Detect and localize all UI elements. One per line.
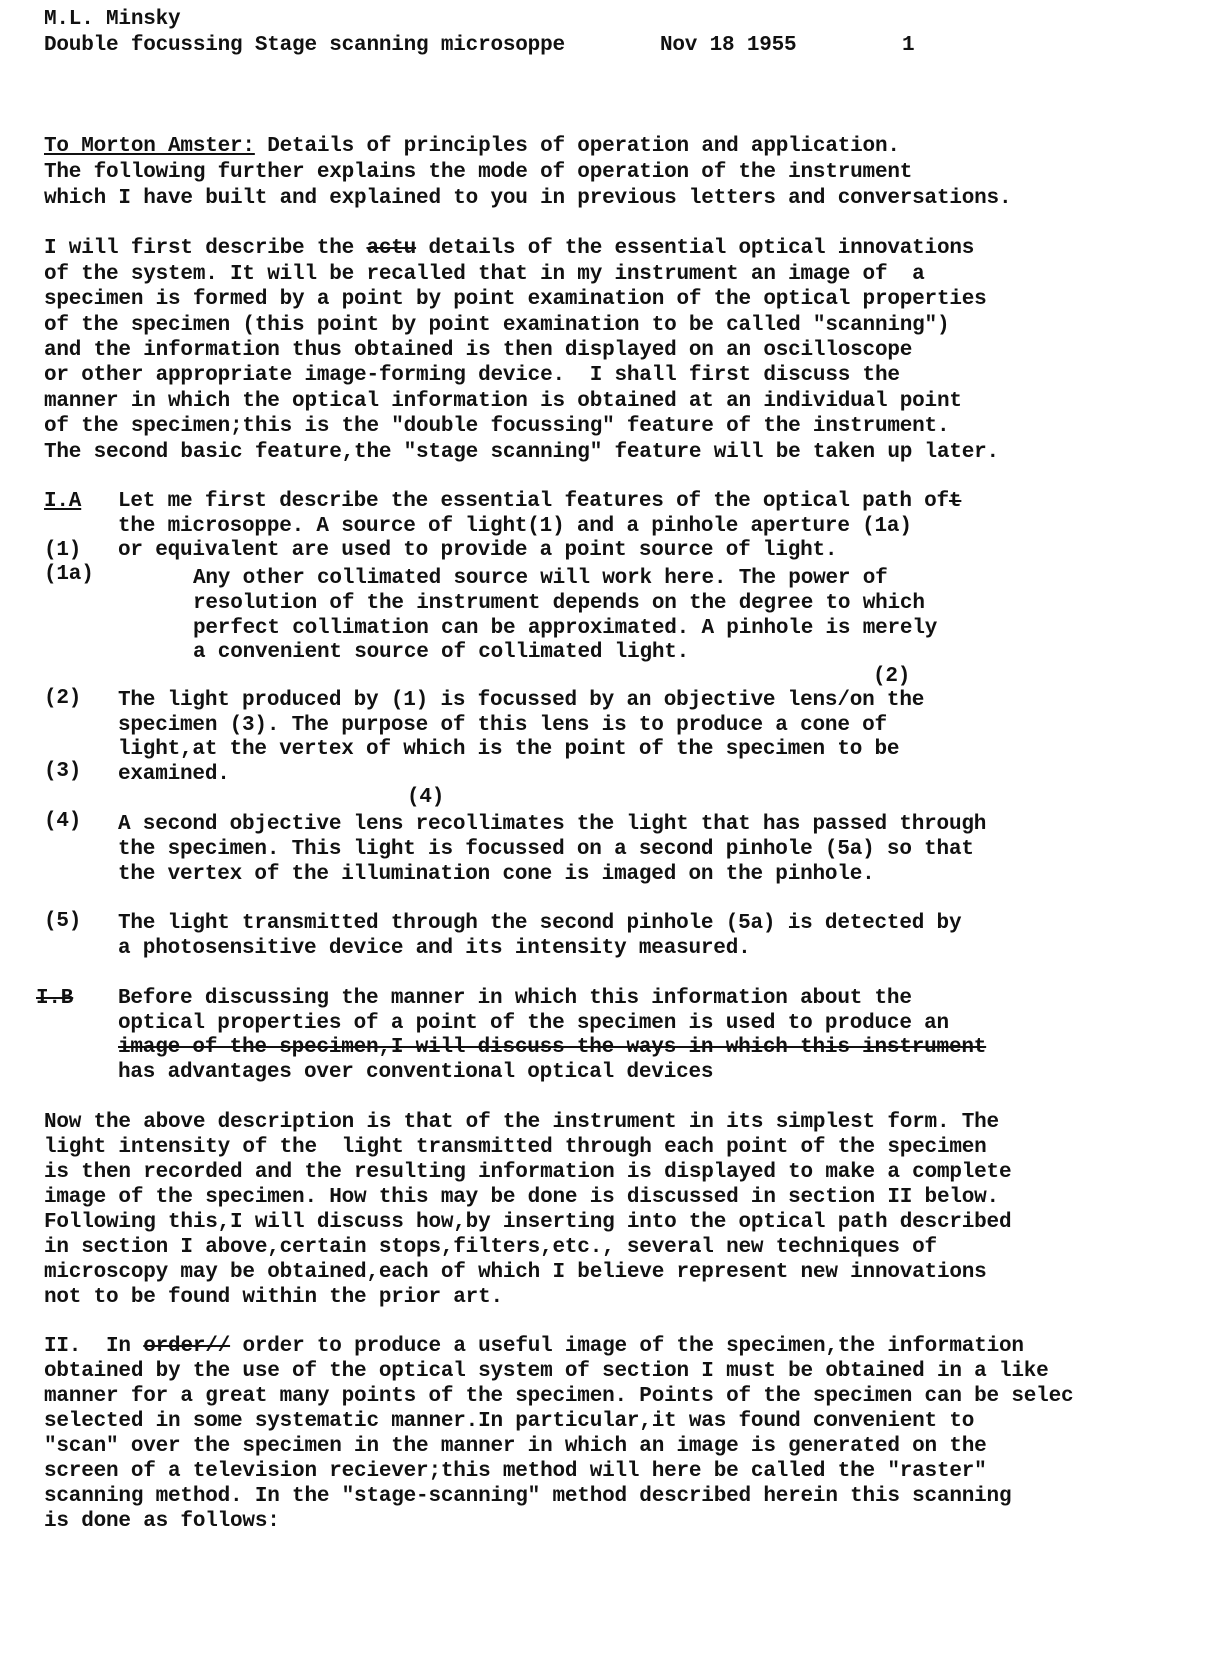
para1-line-1	[44, 236, 974, 262]
para1-line-3: specimen is formed by a point by point examination of the optical properties	[44, 288, 987, 311]
struck-word: order//	[143, 1335, 231, 1358]
item2-marker: (2)	[44, 687, 82, 710]
section-ii-line-6: screen of a television reciever;this method will here be called the "raster"	[44, 1460, 987, 1483]
section-ib-line-2: optical properties of a point of the specimen is used to produce an	[118, 1012, 949, 1035]
note-line-3: perfect collimation can be approximated. A pinhole is merely	[193, 617, 938, 640]
section-ia-line-1-text: Let me first describe the essential features of the optical path of	[118, 490, 949, 513]
item4-insertion-mark: (4)	[407, 786, 445, 809]
section-ib-label: I.B	[36, 987, 74, 1010]
intro-line-3: which I have built and explained to you in previous letters and conversations.	[44, 187, 1012, 210]
section-ii-line-1	[44, 1334, 1024, 1360]
para2-line-6: in section I above,certain stops,filters,etc., several new techniques of	[44, 1236, 937, 1259]
para1-line-8: of the specimen;this is the "double focussing" feature of the instrument.	[44, 415, 950, 438]
item5-line-2: a photosensitive device and its intensity measured.	[118, 937, 751, 960]
item4-line-3: the vertex of the illumination cone is imaged on the pinhole.	[118, 863, 875, 886]
section-ia-label: I.A	[44, 490, 82, 513]
section-ii-line-2: obtained by the use of the optical system of section I must be obtained in a like	[44, 1360, 1049, 1383]
struck-word: actu	[366, 237, 417, 260]
para2-line-8: not to be found within the prior art.	[44, 1286, 503, 1309]
para1-line-4: of the specimen (this point by point examination to be called "scanning")	[44, 314, 950, 337]
margin-marker-1: (1)	[44, 539, 82, 562]
margin-marker-1a: (1a)	[44, 563, 94, 586]
item5-marker: (5)	[44, 910, 82, 933]
struck-letter: t	[948, 490, 962, 513]
para2-line-2: light intensity of the light transmitted through each point of the specimen	[44, 1136, 987, 1159]
section-ib-line-1: Before discussing the manner in which this information about the	[118, 987, 912, 1010]
section-ii-line-3: manner for a great many points of the specimen. Points of the specimen can be selec	[44, 1385, 1074, 1408]
section-ia-line-1	[118, 489, 961, 515]
item5-line-1: The light transmitted through the second pinhole (5a) is detected by	[118, 912, 962, 935]
intro-line-1-rest: Details of principles of operation and application.	[254, 135, 900, 158]
para1-line-6: or other appropriate image-forming device. I shall first discuss the	[44, 364, 900, 387]
addressee: To Morton Amster:	[44, 135, 255, 158]
document-title: Double focussing Stage scanning microsoppe	[44, 34, 565, 57]
para2-line-7: microscopy may be obtained,each of which I believe represent new innovations	[44, 1261, 987, 1284]
section-ii-line-1-a: In	[106, 1335, 144, 1358]
section-ii-line-7: scanning method. In the "stage-scanning" method described herein this scanning	[44, 1485, 1012, 1508]
item3-marker: (3)	[44, 760, 82, 783]
author-line: M.L. Minsky	[44, 8, 181, 31]
note-line-2: resolution of the instrument depends on the degree to which	[193, 592, 925, 615]
section-ib-line-3: image of the specimen,I will discuss the ways in which this instrument	[118, 1036, 987, 1059]
section-ii-line-4: selected in some systematic manner.In particular,it was found convenient to	[44, 1410, 975, 1433]
para1-line-2: of the system. It will be recalled that in my instrument an image of a	[44, 263, 925, 286]
item4-line-1: A second objective lens recollimates the light that has passed through	[118, 813, 987, 836]
para1-line-7: manner in which the optical information is obtained at an individual point	[44, 390, 962, 413]
para1-line-1-b: details of the essential optical innovations	[416, 237, 975, 260]
document-date: Nov 18 1955	[660, 34, 797, 57]
section-ia-line-3: or equivalent are used to provide a point source of light.	[118, 539, 838, 562]
item4-marker: (4)	[44, 810, 82, 833]
intro-line-1	[44, 134, 900, 160]
para1-line-5: and the information thus obtained is then displayed on an oscilloscope	[44, 339, 913, 362]
section-ia-line-2: the microsoppe. A source of light(1) and a pinhole aperture (1a)	[118, 515, 912, 538]
page-number: 1	[902, 34, 915, 57]
item2-line-3: light,at the vertex of which is the point of the specimen to be	[118, 738, 900, 761]
item2-line-1: The light produced by (1) is focussed by an objective lens/on the	[118, 689, 925, 712]
note-line-1: Any other collimated source will work here. The power of	[193, 567, 888, 590]
item2-line-2: specimen (3). The purpose of this lens is to produce a cone of	[118, 714, 887, 737]
para2-line-1: Now the above description is that of the instrument in its simplest form. The	[44, 1111, 999, 1134]
section-ii-line-8: is done as follows:	[44, 1510, 280, 1533]
section-ii-line-5: "scan" over the specimen in the manner in which an image is generated on the	[44, 1435, 987, 1458]
section-ii-line-1-b: order to produce a useful image of the specimen,the information	[230, 1335, 1024, 1358]
section-ii-label: II.	[44, 1335, 82, 1358]
section-ib-line-4: has advantages over conventional optical devices	[118, 1061, 714, 1084]
para2-line-3: is then recorded and the resulting information is displayed to make a complete	[44, 1161, 1012, 1184]
para1-line-1-a: I will first describe the	[44, 237, 367, 260]
para1-line-9: The second basic feature,the "stage scanning" feature will be taken up later.	[44, 441, 999, 464]
item4-line-2: the specimen. This light is focussed on a second pinhole (5a) so that	[118, 838, 974, 861]
note-line-4: a convenient source of collimated light.	[193, 641, 690, 664]
intro-line-2: The following further explains the mode of operation of the instrument	[44, 161, 913, 184]
item2-insertion-mark: (2)	[873, 665, 911, 688]
para2-line-5: Following this,I will discuss how,by inserting into the optical path described	[44, 1211, 1012, 1234]
para2-line-4: image of the specimen. How this may be done is discussed in section II below.	[44, 1186, 999, 1209]
item2-line-4: examined.	[118, 763, 230, 786]
